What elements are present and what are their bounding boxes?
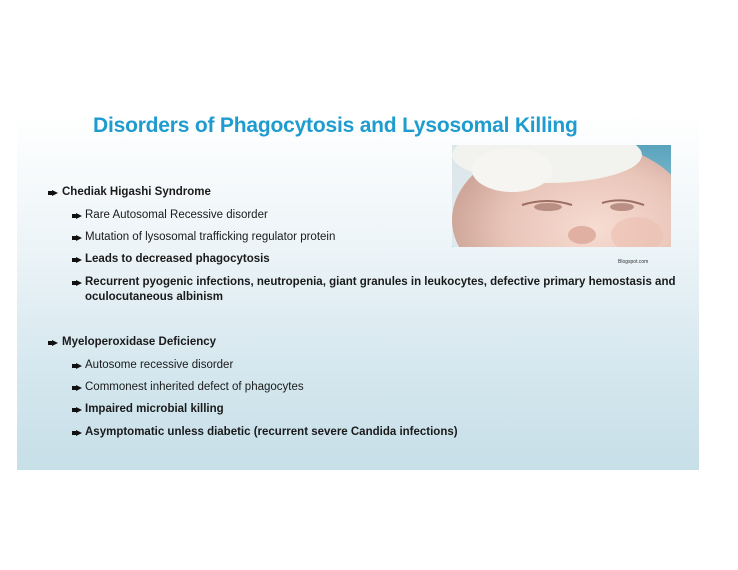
bullet-arrow-icon xyxy=(76,213,82,219)
bullet-item: Leads to decreased phagocytosis xyxy=(85,253,270,265)
bullet-item: Autosome recessive disorder xyxy=(85,359,234,371)
bullet-item: Impaired microbial killing xyxy=(85,403,224,415)
bullet-item: Rare Autosomal Recessive disorder xyxy=(85,209,268,221)
bullet-arrow-icon xyxy=(76,235,82,241)
bullet-item: Asymptomatic unless diabetic (recurrent severe Candida infections) xyxy=(85,426,458,438)
image-credit: Blogspot.com xyxy=(618,259,649,265)
infant-face-illustration xyxy=(452,145,671,247)
section-heading-myeloperoxidase: Myeloperoxidase Deficiency xyxy=(62,336,217,348)
bullet-arrow-icon xyxy=(76,363,82,369)
bullet-arrow-icon xyxy=(52,340,58,346)
bullet-item: Commonest inherited defect of phagocytes xyxy=(85,381,304,393)
bullet-arrow-icon xyxy=(76,385,82,391)
bullet-arrow-icon xyxy=(76,257,82,263)
slide-title: Disorders of Phagocytosis and Lysosomal Killing xyxy=(93,114,578,137)
bullet-arrow-icon xyxy=(76,407,82,413)
bullet-item: Mutation of lysosomal trafficking regulator protein xyxy=(85,231,336,243)
infant-photo xyxy=(452,145,671,247)
bullet-item: Recurrent pyogenic infections, neutropenia, giant granules in leukocytes, defective primary hemostasis and xyxy=(85,276,676,288)
bullet-arrow-icon xyxy=(52,190,58,196)
bullet-item-continuation: oculocutaneous albinism xyxy=(85,291,224,303)
slide xyxy=(17,113,699,470)
bullet-arrow-icon xyxy=(76,280,82,286)
bullet-arrow-icon xyxy=(76,430,82,436)
section-heading-chediak: Chediak Higashi Syndrome xyxy=(62,186,211,198)
